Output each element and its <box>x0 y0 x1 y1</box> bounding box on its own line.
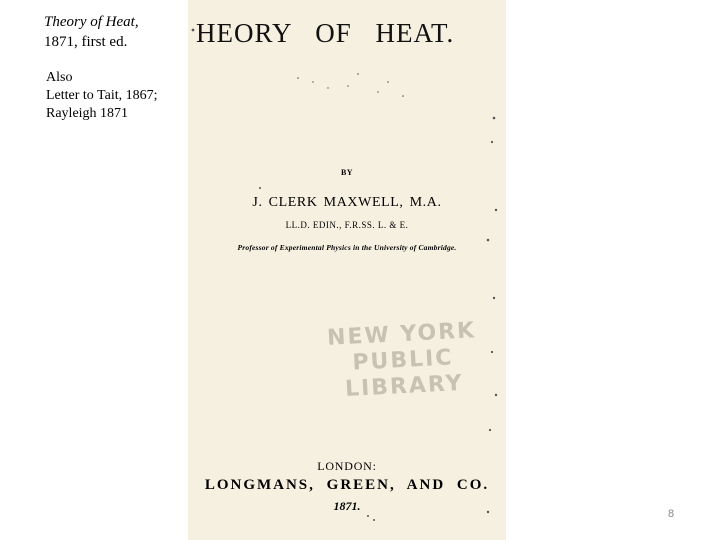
stamp-line: LIBRARY <box>344 370 465 403</box>
book-title-italic: Theory of Heat, <box>44 14 139 30</box>
title-page-scan <box>188 0 506 540</box>
stamp-line: NEW YORK <box>326 318 477 351</box>
library-stamp <box>326 318 480 404</box>
by-label: BY <box>340 168 354 177</box>
publication-year: 1871. <box>333 499 361 513</box>
also-line: Letter to Tait, 1867; <box>46 88 158 103</box>
author-position: Professor of Experimental Physics in the University of Cambridge. <box>237 243 457 252</box>
publisher-name: LONGMANS, GREEN, AND CO. <box>204 477 490 493</box>
also-line: Also <box>46 70 73 85</box>
edition-text: 1871, first ed. <box>44 34 128 50</box>
stamp-line: PUBLIC <box>351 345 455 376</box>
slide-number: 8 <box>668 508 675 520</box>
also-line: Rayleigh 1871 <box>46 106 129 121</box>
source-caption <box>44 12 139 52</box>
author-degrees: LL.D. EDIN., F.R.SS. L. & E. <box>285 220 409 230</box>
also-note <box>46 69 158 123</box>
publisher-city: LONDON: <box>317 459 377 473</box>
author-name: J. CLERK MAXWELL, M.A. <box>252 195 442 210</box>
book-title: HEORY OF HEAT. <box>196 18 455 48</box>
